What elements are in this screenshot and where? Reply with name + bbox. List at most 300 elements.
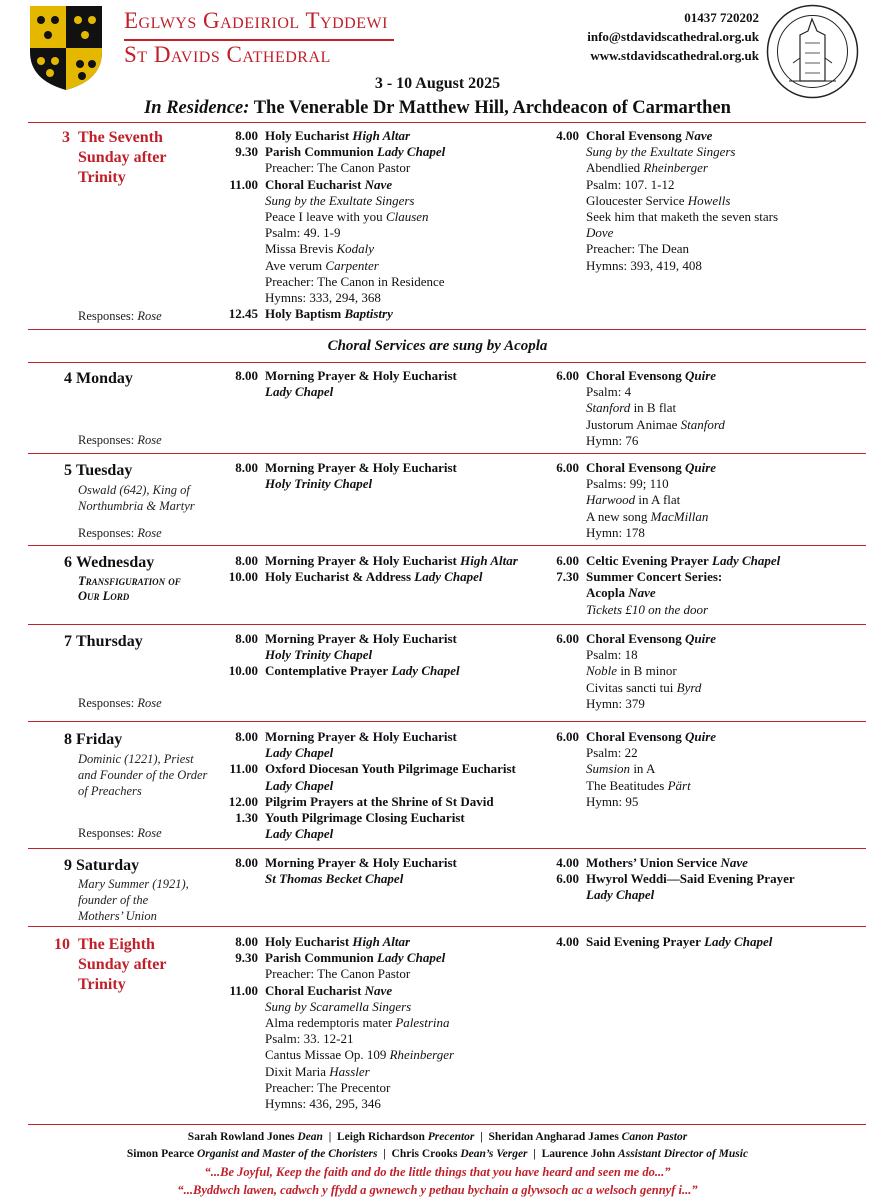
divider — [28, 1124, 866, 1125]
service-time: 6.00 — [556, 368, 579, 383]
service-line — [235, 553, 518, 569]
service-detail: Civitas sancti tui — [586, 679, 674, 695]
service-line — [586, 680, 716, 696]
composer: Sumsion — [586, 761, 631, 777]
service-line — [229, 176, 445, 193]
responses-label: Responses: — [78, 309, 135, 323]
service-time: 7.30 — [556, 569, 579, 585]
service-line — [265, 966, 454, 982]
service-detail: Ave verum — [265, 257, 323, 273]
service-detail: Psalm: 33. 12-21 — [265, 1031, 354, 1047]
service-detail: Hymn: 95 — [586, 793, 639, 809]
service-detail: A new song — [586, 508, 648, 524]
service-line — [586, 400, 725, 416]
service-place: Lady Chapel — [712, 553, 781, 568]
service-time: 12.45 — [228, 306, 258, 322]
divider — [28, 848, 866, 849]
day-name: Saturday — [76, 857, 140, 874]
day-name: Thursday — [76, 633, 143, 650]
services-left — [235, 368, 457, 400]
email-link[interactable]: info@stdavidscathedral.org.uk — [587, 29, 759, 44]
feast-line: of Preachers — [78, 784, 142, 798]
service-detail: Preacher: The Canon in Residence — [265, 273, 445, 289]
service-line — [586, 696, 716, 712]
service-time: 8.00 — [235, 631, 258, 646]
service-line — [586, 241, 778, 257]
service-time: 6.00 — [556, 729, 579, 744]
staff-role: Canon Pastor — [621, 1131, 688, 1143]
service-detail: Preacher: The Canon Pastor — [265, 160, 411, 176]
service-time: 1.30 — [235, 810, 258, 826]
service-time: 11.00 — [229, 761, 258, 777]
day-number: 3 — [62, 129, 70, 146]
service-line — [228, 663, 460, 679]
service-detail: Psalm: 49. 1-9 — [265, 225, 341, 241]
service-place: St Thomas Becket Chapel — [265, 871, 404, 887]
staff-role: Dean’s Verger — [460, 1148, 528, 1160]
service-line — [235, 631, 460, 647]
day-name: Monday — [76, 370, 133, 387]
service-line — [586, 602, 780, 618]
service-time: 8.00 — [235, 934, 258, 949]
composer: Hassler — [329, 1063, 370, 1079]
service-time: 6.00 — [556, 631, 579, 646]
service-line — [265, 209, 445, 225]
composer: Rheinberger — [389, 1047, 455, 1063]
service-time: 8.00 — [235, 368, 258, 383]
day-number: 10 — [54, 936, 70, 953]
responses-value: Rose — [137, 526, 162, 540]
day-name: Tuesday — [76, 462, 133, 479]
service-note: Tickets £10 on the door — [586, 601, 709, 617]
feast-line: Mothers’ Union — [78, 909, 157, 923]
service-line — [586, 778, 716, 794]
service-line — [556, 855, 795, 871]
day-name: Wednesday — [76, 554, 155, 571]
responses-value: Rose — [137, 433, 162, 447]
responses-value: Rose — [137, 309, 162, 323]
divider — [28, 624, 866, 625]
service-title: Celtic Evening Prayer — [586, 553, 709, 568]
service-detail: Peace I leave with you — [265, 209, 383, 225]
service-line — [586, 585, 780, 601]
feast-note — [78, 751, 207, 799]
day-number: 7 — [64, 633, 72, 650]
service-line — [556, 128, 778, 144]
staff-name: Leigh Richardson — [337, 1131, 425, 1143]
services-left — [228, 128, 446, 322]
service-title: Choral Evensong — [586, 128, 682, 143]
service-line — [556, 631, 717, 647]
service-line — [235, 128, 445, 144]
divider — [28, 926, 866, 927]
service-place: Lady Chapel — [265, 745, 334, 761]
residence-line — [0, 98, 875, 119]
service-place: Quire — [684, 368, 717, 383]
feast-line: founder of the — [78, 893, 149, 907]
service-detail: in B minor — [620, 663, 677, 679]
services-right — [556, 128, 779, 274]
day-number: 4 — [64, 370, 72, 387]
service-time: 9.30 — [235, 950, 258, 966]
day-label — [64, 856, 139, 876]
service-line — [586, 160, 778, 176]
service-line — [265, 241, 445, 257]
service-line — [586, 745, 716, 761]
day-label — [64, 553, 154, 573]
staff-name: Laurence John — [541, 1148, 616, 1160]
service-note: Sung by the Exultate Singers — [586, 144, 736, 160]
service-place: Holy Trinity Chapel — [265, 476, 373, 492]
composer: Stanford — [586, 400, 631, 416]
service-line — [556, 569, 780, 585]
service-title: Morning Prayer & Holy Eucharist — [265, 460, 457, 475]
service-detail: Missa Brevis — [265, 241, 334, 257]
responses-value: Rose — [137, 826, 162, 840]
service-title: Holy Baptism — [265, 306, 342, 322]
day-label — [64, 632, 143, 652]
service-line — [228, 569, 518, 585]
day-label — [64, 730, 122, 750]
service-line — [265, 1080, 454, 1096]
composer: Stanford — [680, 416, 725, 432]
service-line — [235, 950, 454, 966]
service-note: Dove — [586, 225, 614, 241]
service-title: Oxford Diocesan Youth Pilgrimage Eucharist — [265, 761, 516, 777]
service-detail: Dixit Maria — [265, 1063, 327, 1079]
service-line — [586, 144, 778, 160]
service-line — [265, 1064, 454, 1080]
staff-name: Sarah Rowland Jones — [187, 1131, 295, 1143]
services-right — [556, 460, 717, 541]
service-detail: in B flat — [633, 400, 677, 416]
feast-line: Dominic (1221), Priest — [78, 752, 194, 766]
service-line — [586, 794, 716, 810]
service-line — [586, 525, 716, 541]
service-place: Quire — [684, 631, 717, 646]
service-line — [235, 810, 516, 826]
service-title: Morning Prayer & Holy Eucharist — [265, 631, 457, 646]
services-right — [556, 553, 781, 618]
service-title: Pilgrim Prayers at the Shrine of St David — [265, 793, 494, 809]
day-name: Friday — [76, 731, 123, 748]
service-line — [265, 258, 445, 274]
staff-role: Precentor — [427, 1131, 475, 1143]
service-title: Parish Communion — [265, 144, 374, 160]
service-time: 6.00 — [556, 553, 579, 568]
service-place: Baptistry — [344, 306, 393, 322]
service-detail: Hymns: 393, 419, 408 — [586, 257, 702, 273]
services-right — [556, 631, 717, 712]
service-line — [586, 433, 725, 449]
service-time: 11.00 — [229, 176, 258, 192]
service-line — [265, 476, 457, 492]
service-detail: Psalm: 4 — [586, 384, 632, 400]
services-right — [556, 855, 795, 904]
service-detail: Hymns: 333, 294, 368 — [265, 290, 381, 306]
day-number: 9 — [64, 857, 72, 874]
quote-english: “...Be Joyful, Keep the faith and do the little things that you have heard and seen me do...” — [204, 1165, 671, 1179]
service-title: Hwyrol Weddi—Said Evening Prayer — [586, 871, 795, 887]
service-detail: Psalm: 107. 1-12 — [586, 176, 675, 192]
day-number: 6 — [64, 554, 72, 571]
staff-name: Chris Crooks — [391, 1148, 458, 1160]
composer: Pärt — [667, 777, 691, 793]
residence-label: In Residence: — [144, 98, 250, 118]
responses-value: Rose — [137, 696, 162, 710]
service-detail: Hymn: 76 — [586, 432, 639, 448]
service-place: Nave — [364, 176, 393, 192]
service-detail: Seek him that maketh the seven stars — [586, 209, 779, 225]
responses-label: Responses: — [78, 696, 135, 710]
service-detail: Preacher: The Precentor — [265, 1079, 391, 1095]
service-line — [228, 306, 445, 322]
service-detail: Alma redemptoris mater — [265, 1015, 393, 1031]
service-time: 8.00 — [235, 729, 258, 744]
service-line — [265, 647, 460, 663]
service-detail: Hymn: 178 — [586, 524, 645, 540]
service-detail: Psalm: 22 — [586, 745, 638, 761]
service-line — [586, 647, 716, 663]
service-line — [235, 934, 454, 950]
composer: Carpenter — [325, 257, 379, 273]
service-detail: in A flat — [638, 492, 681, 508]
service-place: Lady Chapel — [265, 777, 334, 793]
service-title: Choral Evensong — [586, 729, 682, 744]
staff-name: Simon Pearce — [126, 1148, 195, 1160]
day-name — [78, 935, 166, 995]
staff-line-1 — [0, 1131, 875, 1143]
feast-line: and Founder of the Order — [78, 768, 208, 782]
service-detail: Preacher: The Canon Pastor — [265, 966, 411, 982]
service-time: 8.00 — [235, 553, 258, 568]
service-line — [265, 1031, 454, 1047]
staff-name: Sheridan Angharad James — [488, 1131, 619, 1143]
service-place: High Altar — [352, 128, 411, 143]
services-left — [235, 460, 457, 492]
services-right — [556, 729, 717, 810]
service-title: Holy Eucharist — [265, 934, 350, 949]
feast-line: Oswald (642), King of — [78, 483, 190, 497]
divider — [28, 362, 866, 363]
composer: Clausen — [385, 209, 429, 225]
service-time: 6.00 — [556, 871, 579, 887]
service-line — [586, 209, 778, 225]
composer: Kodaly — [336, 241, 375, 257]
service-line — [265, 745, 516, 761]
service-place: Lady Chapel — [704, 934, 773, 949]
service-time: 4.00 — [556, 855, 579, 870]
service-title: Mothers’ Union Service — [586, 855, 718, 870]
day-number: 8 — [64, 731, 72, 748]
service-line — [265, 778, 516, 794]
choir-banner: Choral Services are sung by Acopla — [327, 338, 548, 354]
service-note: Sung by Scaramella Singers — [265, 998, 412, 1014]
service-time: 11.00 — [229, 982, 258, 998]
separator: | — [322, 1131, 337, 1143]
service-title: Choral Evensong — [586, 631, 682, 646]
divider — [28, 721, 866, 722]
composer: Howells — [687, 192, 731, 208]
responses — [78, 309, 162, 324]
service-line — [586, 476, 716, 492]
service-place: Nave — [364, 982, 393, 998]
service-detail: Psalm: 18 — [586, 647, 638, 663]
service-detail: Preacher: The Dean — [586, 241, 689, 257]
service-title: Said Evening Prayer — [586, 934, 701, 949]
service-line — [586, 492, 716, 508]
divider — [28, 453, 866, 454]
service-line — [586, 258, 778, 274]
service-line — [586, 887, 795, 903]
staff-role: Assistant Director of Music — [618, 1148, 749, 1160]
service-line — [265, 193, 445, 209]
service-place: Quire — [684, 729, 717, 744]
service-line — [265, 290, 445, 306]
service-line — [265, 826, 516, 842]
separator: | — [377, 1148, 392, 1160]
service-title: Choral Eucharist — [265, 982, 362, 998]
day-name — [78, 128, 166, 188]
service-title: Choral Eucharist — [265, 176, 362, 192]
service-title: Youth Pilgrimage Closing Eucharist — [265, 810, 465, 826]
service-title: Parish Communion — [265, 950, 374, 966]
quote-welsh: “...Byddwch lawen, cadwch y ffydd a gwnewch y pethau bychain a glywsoch ac a welsoch gennyf i...” — [177, 1183, 698, 1197]
services-left — [228, 631, 460, 680]
day-name-line: Trinity — [78, 976, 126, 993]
service-line — [586, 193, 778, 209]
service-line — [265, 871, 457, 887]
service-time: 6.00 — [556, 460, 579, 475]
service-place: Lady Chapel — [391, 663, 460, 679]
service-line — [265, 1047, 454, 1063]
day-number: 5 — [64, 462, 72, 479]
service-line — [586, 663, 716, 679]
service-place: Lady Chapel — [265, 826, 334, 842]
service-line — [229, 761, 516, 777]
responses-label: Responses: — [78, 526, 135, 540]
service-line — [586, 225, 778, 241]
divider — [28, 329, 866, 330]
service-line — [586, 417, 725, 433]
divider — [28, 545, 866, 546]
service-detail: Psalms: 99; 110 — [586, 476, 669, 492]
service-line — [586, 761, 716, 777]
service-detail: Hymns: 436, 295, 346 — [265, 1096, 381, 1112]
service-line — [228, 793, 516, 810]
service-place: Nave — [720, 855, 748, 870]
service-place: Lady Chapel — [376, 950, 446, 966]
service-time: 4.00 — [556, 934, 579, 949]
composer: Harwood — [586, 492, 636, 508]
service-title: Contemplative Prayer — [265, 663, 389, 679]
website-link[interactable]: www.stdavidscathedral.org.uk — [590, 48, 759, 63]
service-line — [556, 871, 795, 887]
service-line — [556, 368, 725, 384]
day-name-line: The Seventh — [78, 129, 163, 146]
service-title: Choral Evensong — [586, 368, 682, 383]
responses-label: Responses: — [78, 826, 135, 840]
service-place: Quire — [684, 460, 717, 475]
services-right — [556, 934, 773, 950]
responses — [78, 526, 162, 541]
service-detail: Hymn: 379 — [586, 695, 645, 711]
responses-label: Responses: — [78, 433, 135, 447]
service-place: High Altar — [460, 553, 518, 568]
feast-note — [78, 876, 189, 924]
contact-block — [587, 8, 759, 65]
service-line — [265, 999, 454, 1015]
service-title: Morning Prayer & Holy Eucharist — [265, 368, 457, 383]
date-range: 3 - 10 August 2025 — [374, 75, 501, 92]
responses — [78, 826, 162, 841]
services-right — [556, 368, 725, 449]
staff-role: Dean — [297, 1131, 323, 1143]
day-label — [64, 461, 132, 481]
feast-line: Our Lord — [78, 589, 130, 603]
service-line — [265, 1096, 454, 1112]
service-detail: Cantus Missae Op. 109 — [265, 1047, 387, 1063]
composer: Palestrina — [395, 1015, 450, 1031]
service-line — [229, 982, 454, 999]
day-name-line: Sunday after — [78, 956, 167, 973]
service-title: Summer Concert Series: — [586, 569, 723, 585]
service-place: Lady Chapel — [414, 569, 483, 585]
service-title: Holy Eucharist — [265, 128, 350, 143]
service-detail: Justorum Animae — [586, 416, 678, 432]
service-title: Choral Evensong — [586, 460, 682, 475]
feast-note — [78, 574, 181, 604]
service-title: Morning Prayer & Holy Eucharist — [265, 553, 457, 568]
service-title: Holy Eucharist & Address — [265, 569, 412, 585]
composer: MacMillan — [650, 508, 709, 524]
service-line — [265, 274, 445, 290]
service-time: 8.00 — [235, 855, 258, 870]
day-label — [64, 369, 133, 389]
service-place: Nave — [684, 128, 713, 143]
feast-line: Transfiguration of — [78, 574, 181, 588]
service-line — [265, 160, 445, 176]
staff-role: Organist and Master of the Choristers — [196, 1148, 378, 1160]
divider — [28, 122, 866, 123]
service-line — [265, 384, 457, 400]
service-line — [586, 177, 778, 193]
cathedral-name-welsh: Eglwys Gadeiriol Tyddewi — [124, 8, 388, 33]
service-place: High Altar — [352, 934, 411, 949]
services-left — [229, 934, 455, 1112]
cathedral-name-english: St Davids Cathedral — [124, 42, 331, 67]
service-line — [235, 460, 457, 476]
separator: | — [527, 1148, 542, 1160]
composer: Byrd — [676, 679, 702, 695]
services-left — [228, 553, 518, 585]
service-line — [235, 855, 457, 871]
service-place: Lady Chapel — [586, 887, 655, 903]
service-line — [556, 553, 781, 569]
composer: Rheinberger — [643, 160, 708, 176]
staff-line-2 — [0, 1148, 875, 1160]
services-left — [228, 729, 516, 842]
service-time: 10.00 — [228, 663, 258, 679]
service-line — [586, 509, 716, 525]
phone-number: 01437 720202 — [684, 10, 759, 25]
service-line — [265, 225, 445, 241]
service-place: Nave — [628, 585, 656, 601]
service-line — [235, 368, 457, 384]
service-time: 8.00 — [235, 460, 258, 475]
day-name-line: Sunday after — [78, 149, 167, 166]
service-time: 9.30 — [235, 144, 258, 160]
